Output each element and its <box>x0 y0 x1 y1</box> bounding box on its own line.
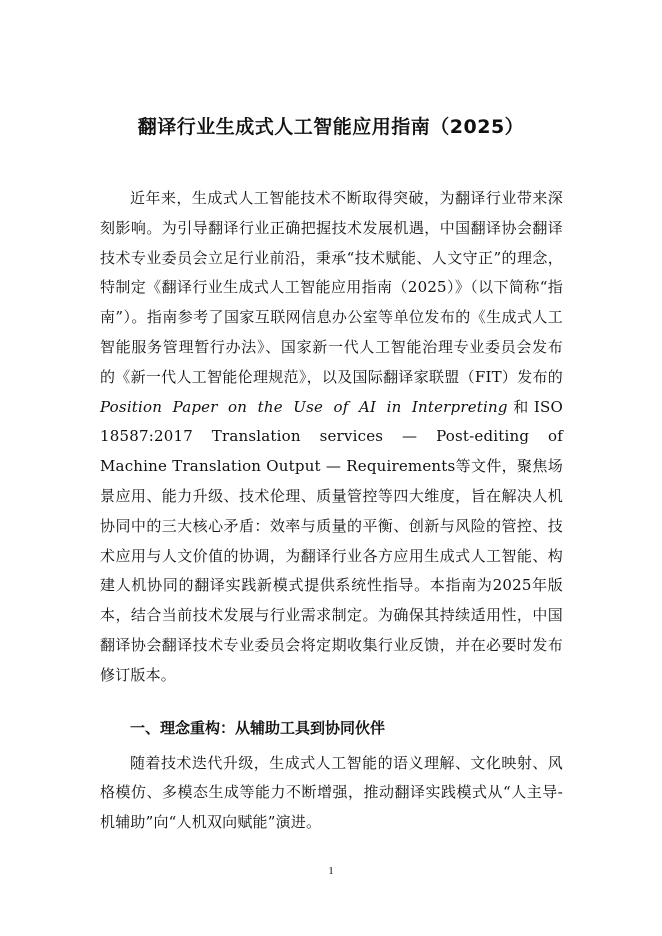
page-number: 1 <box>328 865 334 877</box>
section-heading: 一、理念重构：从辅助工具到协同伙伴 <box>130 718 386 737</box>
document-body <box>100 184 563 838</box>
intro-text-part2: 和ISO 18587:2017 Translation services — Post-editing of Machine Translation Output — Requirements等文件，聚焦场景应用、能力升级、技术伦理、质量管控等四大维度，旨在解决人机协同中的三大核心矛盾：效率与质量的平衡、创新与风险的管控、技术应用与人文价值的协调，为翻译行业各方应用生成式人工智能、构建人机协同的翻译实践新模式提供系统性指导。本指南为2025年版本，结合当前技术发展与行业需求制定。为确保其持续适用性，中国翻译协会翻译技术专业委员会将定期收集行业反馈，并在必要时发布修订版本。 <box>100 397 563 684</box>
intro-text-part1: 近年来，生成式人工智能技术不断取得突破，为翻译行业带来深刻影响。为引导翻译行业正确把握技术发展机遇，中国翻译协会翻译技术专业委员会立足行业前沿，秉承“技术赋能、人文守正”的理念，特制定《翻译行业生成式人工智能应用指南（2025）》（以下简称“指南”）。指南参考了国家互联网信息办公室等单位发布的《生成式人工智能服务管理暂行办法》、国家新一代人工智能治理专业委员会发布的《新一代人工智能伦理规范》，以及国际翻译家联盟（FIT）发布的 <box>100 189 563 386</box>
intro-italic-title: Position Paper on the Use of AI in Interpreting <box>100 397 508 416</box>
intro-paragraph <box>100 184 563 691</box>
section-paragraph: 随着技术迭代升级，生成式人工智能的语义理解、文化映射、风格模仿、多模态生成等能力不断增强，推动翻译实践模式从“人主导-机辅助”向“人机双向赋能”演进。 <box>100 753 563 832</box>
document-title: 翻译行业生成式人工智能应用指南（2025） <box>137 116 525 138</box>
